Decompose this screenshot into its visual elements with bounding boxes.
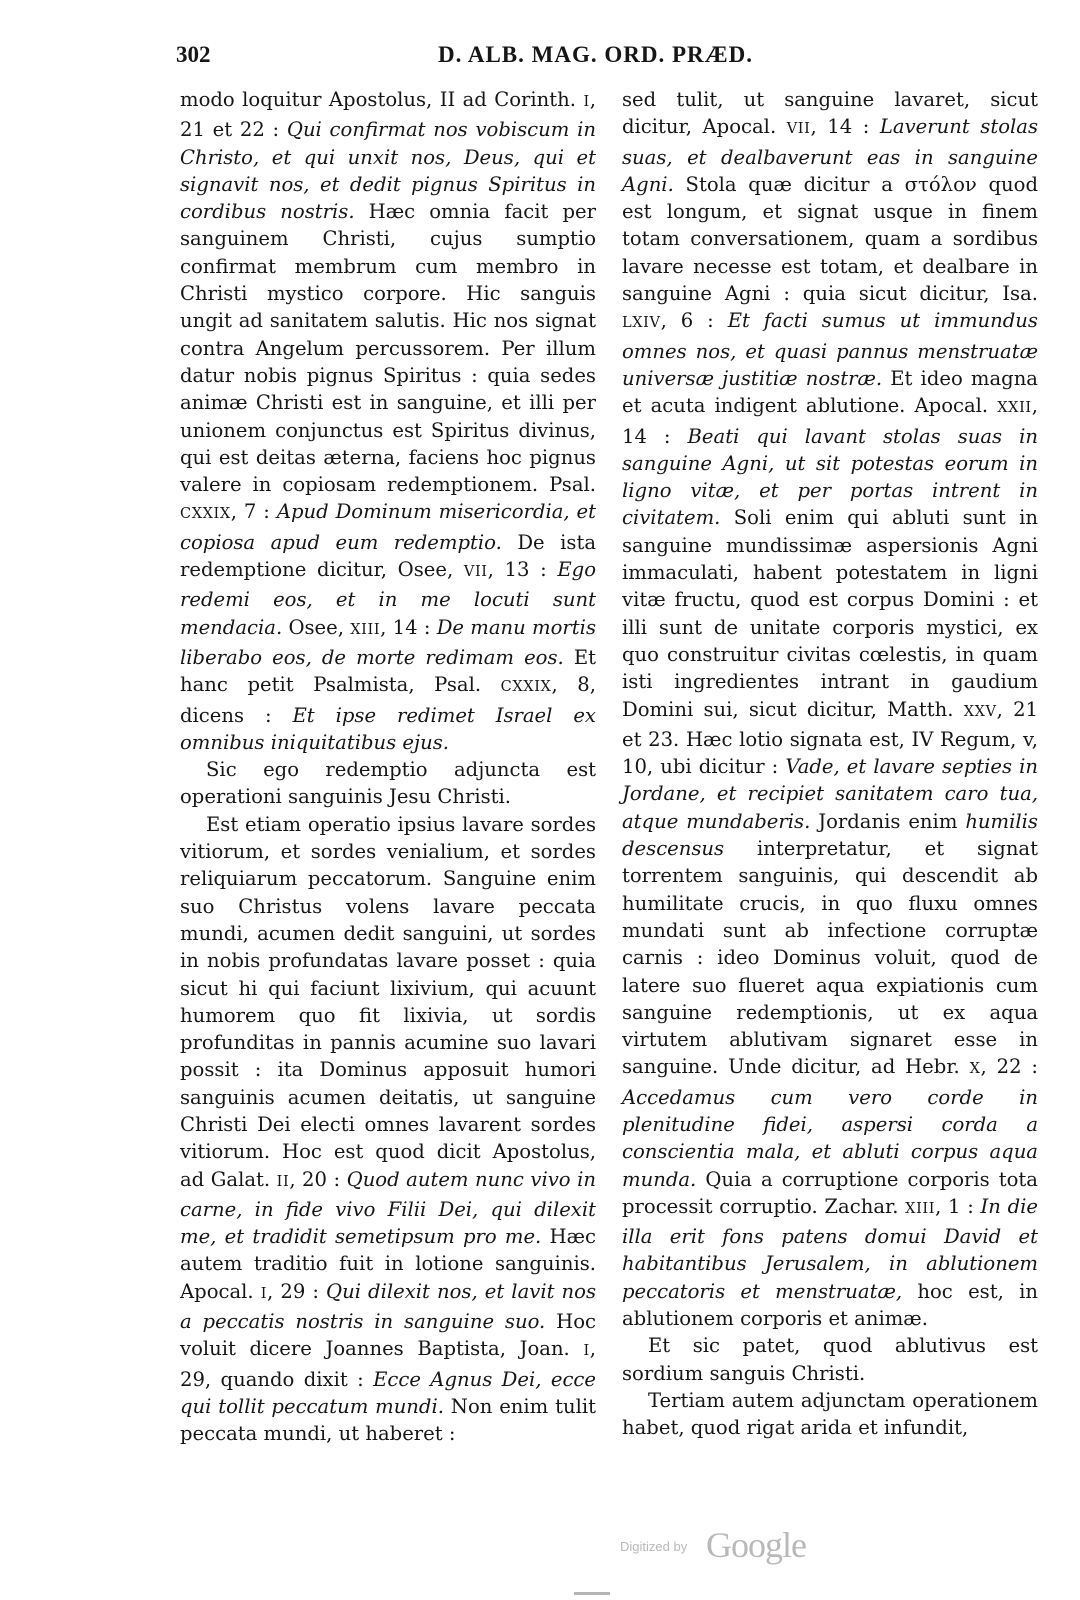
chapter-numeral: CXXIX bbox=[180, 506, 231, 523]
text-run: , 8, dicens : bbox=[180, 673, 596, 727]
text-run: , 22 : bbox=[980, 1055, 1039, 1079]
chapter-numeral: XXII bbox=[997, 400, 1032, 417]
text-run: , 14 : bbox=[622, 394, 1038, 448]
chapter-numeral: I bbox=[260, 1285, 268, 1302]
text-run: Quia a corruptione corporis tota processit corruptio. Zachar. bbox=[622, 1167, 1038, 1218]
citation-quote: Beati qui lavant stolas suas in sanguine Agni, ut sit potestas eorum in ligno vitæ, et per portas intrent in civitatem. bbox=[622, 424, 1038, 530]
citation-quote: Quod autem nunc vivo in carne, in fide vivo Filii Dei, qui dilexit me, et tradidit semetipsum pro me. bbox=[180, 1167, 596, 1249]
chapter-numeral: XXV bbox=[963, 703, 997, 720]
text-run: interpretatur, et signat torrentem sanguinis, qui descendit ab humilitate crucis, in quo fluxu omnes mundati sunt ab infectione corruptæ carnis : ideo Dominus voluit, quod de latere suo flueret aqua expiationis cum sanguine redemptionis, ut ex aqua virtutem ablutivam signaret esse in sanguine. Unde dicitur, ad Hebr. bbox=[622, 837, 1038, 1079]
text-run: Tertiam autem adjunctam operationem habet, quod rigat arida et infundit, bbox=[622, 1388, 1038, 1440]
text-run: Jordanis enim bbox=[810, 809, 966, 833]
citation-quote: Ecce Agnus Dei, ecce qui tollit peccatum mundi. bbox=[180, 1367, 596, 1418]
page-number: 302 bbox=[176, 42, 211, 67]
citation-quote: De manu mortis liberabo eos, de morte redimam eos. bbox=[180, 615, 596, 669]
chapter-numeral: VII bbox=[786, 121, 811, 138]
citation-quote: Et facti sumus ut immundus omnes nos, et quasi pannus menstruatæ universæ justitiæ nostræ. bbox=[622, 309, 1038, 390]
left-column bbox=[180, 86, 596, 1448]
text-run: Osee, bbox=[282, 615, 351, 639]
text-run: , 21 et 23. Hæc lotio signata est, IV Regum, v, 10, ubi dicitur : bbox=[622, 697, 1039, 779]
chapter-numeral: I bbox=[583, 94, 590, 110]
running-head: D. ALB. MAG. ORD. PRÆD. bbox=[438, 42, 753, 67]
citation-quote: Accedamus cum vero corde in plenitudine fidei, aspersi corda a conscientia mala, et abluti corpus aqua munda. bbox=[622, 1085, 1038, 1191]
citation-quote: Qui dilexit nos, et lavit nos a peccatis nostris in sanguine suo. bbox=[180, 1279, 596, 1334]
citation-quote: In die illa erit fons patens domui David et habitantibus Jerusalem, in ablutionem peccatoris et menstruatæ, bbox=[622, 1194, 1038, 1303]
text-run: Et ideo magna et acuta indigent ablutione. Apocal. bbox=[622, 366, 1038, 418]
text-run: sed tulit, ut sanguine lavaret, sicut dicitur, Apocal. bbox=[622, 88, 1038, 139]
citation-quote: humilis descensus bbox=[622, 809, 1038, 861]
text-run: Et hanc petit Psalmista, Psal. bbox=[180, 645, 597, 697]
text-run: , 7 : bbox=[230, 500, 277, 524]
citation-quote: Qui confirmat nos vobiscum in Christo, et qui unxit nos, Deus, qui et signavit nos, et dedit pignus Spiritus in cordibus nostris. bbox=[180, 118, 596, 224]
chapter-numeral: LXIV bbox=[622, 315, 661, 332]
text-run: Stola quæ dicitur a στόλον quod est longum, et signat usque in finem totam conversationem, quam a sordibus lavare necesse est totam, et dealbare in sanguine Agni : quia sicut dicitur, Isa. bbox=[622, 172, 1038, 306]
text-run: , 1 : bbox=[935, 1194, 981, 1218]
text-run: , 14 : bbox=[380, 615, 437, 639]
google-logo-text: Google bbox=[706, 1525, 806, 1565]
citation-quote: Ego redemi eos, et in me locuti sunt mendacia. bbox=[180, 558, 596, 639]
text-run: , 14 : bbox=[810, 115, 880, 139]
chapter-numeral: XIII bbox=[350, 621, 381, 638]
text-run: hoc est, in ablutionem corporis et animæ. bbox=[622, 1279, 1038, 1331]
text-run: De ista redemptione dicitur, Osee, bbox=[180, 530, 596, 582]
right-column bbox=[622, 86, 1038, 1442]
chapter-numeral: X bbox=[969, 1061, 981, 1078]
text-run: , 20 : bbox=[289, 1167, 347, 1191]
text-run: Soli enim qui abluti sunt in sanguine mundissimæ aspersionis Agni immaculati, habent potestatem in ligni vitæ fructu, quod est corpus Domini : et illi sunt de unitate corporis mystici, ex quo construitur civitas cœlestis, in quam isti ingredientes intrant in gaudium Domini sui, sicut dicitur, Matth. bbox=[622, 506, 1038, 721]
text-run: Hoc voluit dicere Joannes Baptista, Joan. bbox=[180, 1310, 596, 1361]
text-run: Non enim tulit peccata mundi, ut haberet : bbox=[180, 1394, 596, 1446]
text-run: Et sic patet, quod ablutivus est sordium sanguis Christi. bbox=[622, 1334, 1038, 1385]
paragraph bbox=[622, 1332, 1038, 1387]
paragraph bbox=[180, 811, 596, 1448]
citation-quote: Vade, et lavare septies in Jordane, et recipiet sanitatem caro tua, atque mundaberis. bbox=[622, 755, 1038, 833]
text-run: , 29, quando dixit : bbox=[180, 1337, 596, 1391]
paragraph bbox=[622, 86, 1038, 1332]
text-run: modo loquitur Apostolus, II ad Corinth. bbox=[180, 88, 584, 111]
footer-mark bbox=[574, 1592, 610, 1595]
text-run: Hæc autem traditio fuit in lotione sanguinis. Apocal. bbox=[180, 1225, 596, 1303]
chapter-numeral: II bbox=[276, 1173, 290, 1190]
citation-quote: Et ipse redimet Israel ex omnibus iniquitatibus ejus. bbox=[180, 703, 596, 754]
citation-quote: Laverunt stolas suas, et dealbaverunt eas in sanguine Agni. bbox=[622, 115, 1039, 196]
chapter-numeral: XIII bbox=[905, 1200, 936, 1217]
paragraph bbox=[622, 1387, 1038, 1442]
chapter-numeral: VII bbox=[463, 564, 488, 581]
paragraph bbox=[180, 756, 596, 811]
text-run: , 29 : bbox=[267, 1279, 327, 1303]
google-watermark bbox=[620, 1524, 850, 1564]
text-run: , 6 : bbox=[660, 309, 728, 333]
digitized-by-text: Digitized by bbox=[620, 1539, 688, 1554]
text-run: Est etiam operatio ipsius lavare sordes vitiorum, et sordes venialium, et sordes reliquiarum peccatorum. Sanguine enim suo Christus volens lavare peccata mundi, acumen dedit sanguini, ut sordes in nobis profundatas lavare posset : quia sicut hi qui faciunt lixivium, qui acuunt humorem quo fit lixivia, ut sordis profunditas in pannis acumine suo lavari possit : ita Dominus apposuit humori sanguinis acumen deitatis, ut sanguine Christi Dei electi omnes lavarent sordes vitiorum. Hoc est quod dicit Apostolus, ad Galat. bbox=[180, 812, 596, 1191]
paragraph bbox=[180, 86, 596, 756]
page-header bbox=[176, 42, 1038, 76]
citation-quote: Apud Dominum misericordia, et copiosa apud eum redemptio. bbox=[180, 500, 597, 554]
text-run: Sic ego redemptio adjuncta est operationi sanguinis Jesu Christi. bbox=[180, 758, 596, 809]
chapter-numeral: I bbox=[583, 1343, 590, 1360]
chapter-numeral: CXXIX bbox=[500, 679, 552, 696]
text-run: Hæc omnia facit per sanguinem Christi, cujus sumptio confirmat membrum cum membro in Christi mystico corpore. Hic sanguis ungit ad sanitatem salutis. Hic nos signat contra Angelum percussorem. Per illum datur nobis pignus Spiritus : quia sedes animæ Christi est in sanguine, et illi per unionem conjunctus est Spiritus divinus, qui est deitas æterna, faciens hoc pignus valere in copiosam redemptionem. Psal. bbox=[180, 200, 596, 497]
text-run: , 21 et 22 : bbox=[180, 88, 596, 142]
text-run: , 13 : bbox=[487, 558, 558, 582]
